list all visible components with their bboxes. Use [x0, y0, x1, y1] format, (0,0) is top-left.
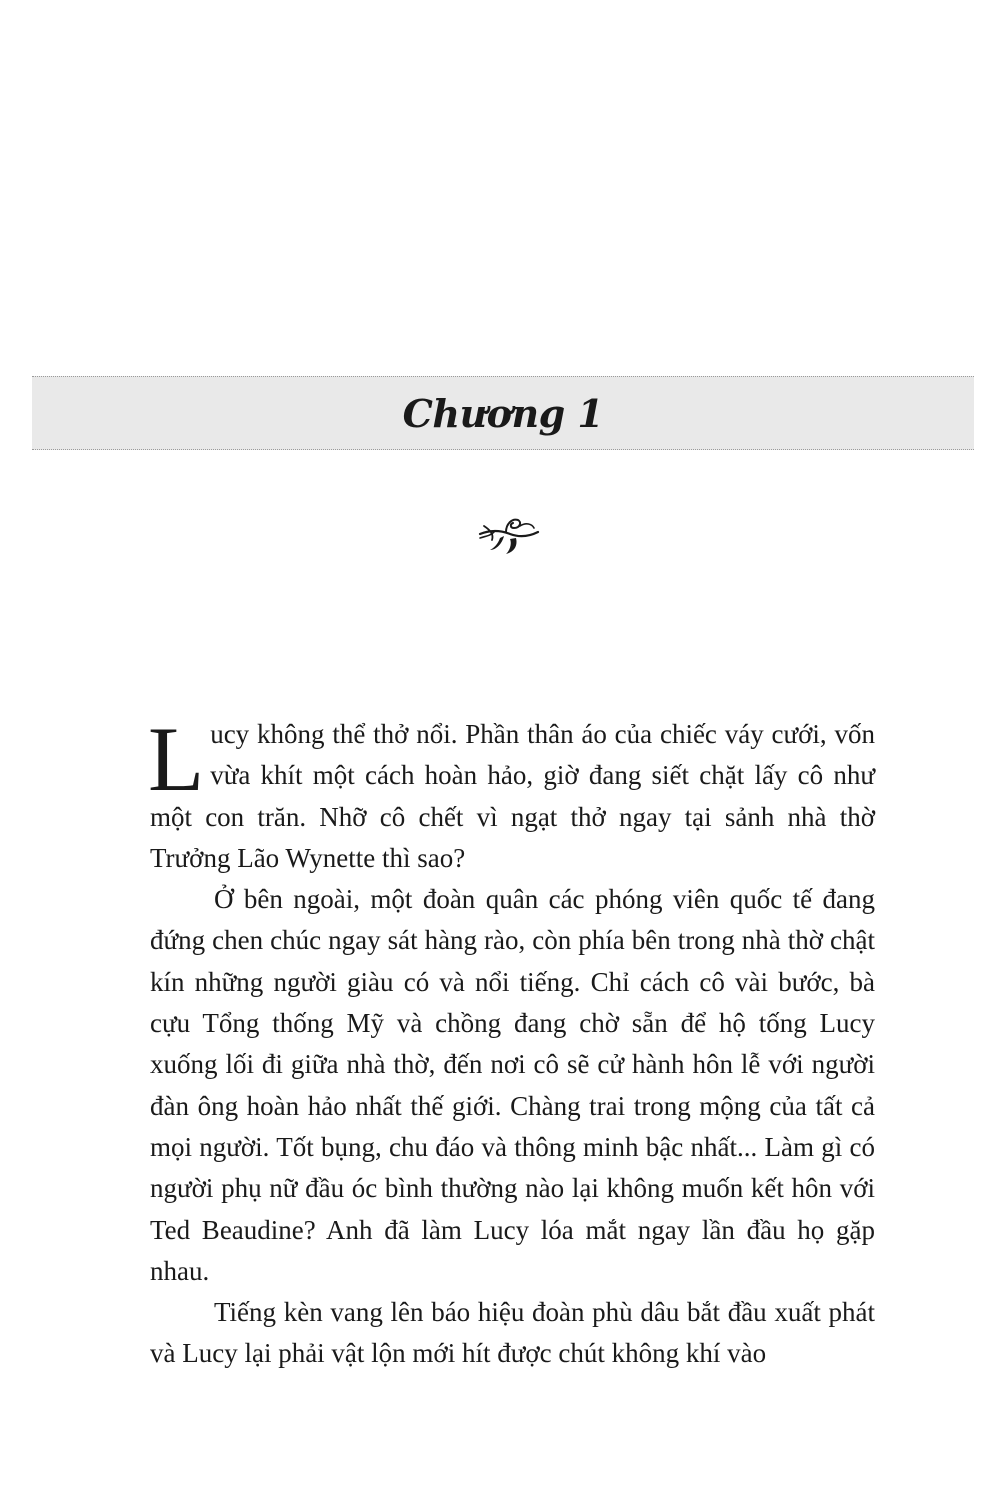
chapter-heading-band	[32, 376, 974, 450]
paragraph-3: Tiếng kèn vang lên báo hiệu đoàn phù dâu bắt đầu xuất phát và Lucy lại phải vật lộn mới hít được chút không khí vào	[150, 1297, 875, 1369]
flourish-ornament-icon	[476, 512, 542, 556]
paragraph-1	[148, 708, 875, 879]
chapter-title: Chương 1	[402, 390, 604, 436]
paragraph-2: Ở bên ngoài, một đoàn quân các phóng viên quốc tế đang đứng chen chúc ngay sát hàng rào, còn phía bên trong nhà thờ chật kín những người giàu có và nổi tiếng. Chỉ cách cô vài bước, bà cựu Tổng thống Mỹ và chồng đang chờ sẵn để hộ tống Lucy xuống lối đi giữa nhà thờ, đến nơi cô sẽ cử hành hôn lễ với người đàn ông hoàn hảo nhất thế giới. Chàng trai trong mộng của tất cả mọi người. Tốt bụng, chu đáo và thông minh bậc nhất... Làm gì có người phụ nữ đầu óc bình thường nào lại không muốn kết hôn với Ted Beaudine? Anh đã làm Lucy lóa mắt ngay lần đầu họ gặp nhau.	[150, 884, 875, 1286]
chapter-body-text	[148, 708, 875, 1375]
drop-cap-letter: L	[148, 708, 205, 810]
paragraph-1-text: ucy không thể thở nổi. Phần thân áo của chiếc váy cưới, vốn vừa khít một cách hoàn hảo, giờ đang siết chặt lấy cô như một con trăn. Nhỡ cô chết vì ngạt thở ngay tại sảnh nhà thờ Trưởng Lão Wynette thì sao?	[150, 719, 875, 873]
